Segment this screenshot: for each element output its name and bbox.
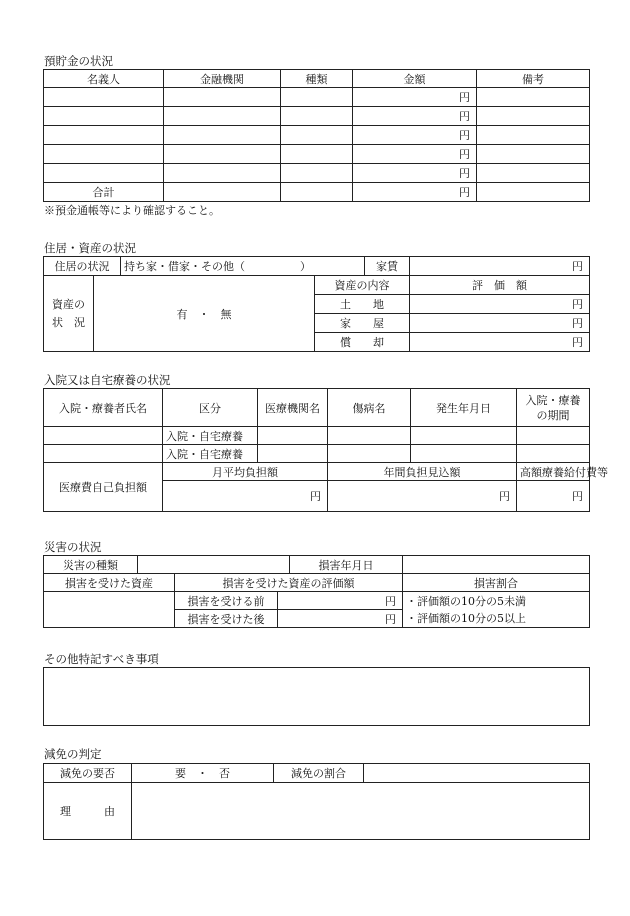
header-type: 種類 [281, 70, 353, 88]
remarks-cell[interactable] [477, 183, 590, 202]
table-row [44, 445, 590, 463]
reduction-need-choice[interactable]: 要 ・ 否 [132, 764, 274, 783]
assets-label: 資産の 状 況 [44, 276, 94, 352]
table-header-row [44, 70, 590, 88]
savings-note: ※預金通帳等により確認すること。 [44, 204, 220, 217]
table-header-row [44, 389, 590, 427]
category-cell[interactable]: 入院・自宅療養 [163, 427, 258, 445]
remarks-cell[interactable] [477, 107, 590, 126]
table-row [44, 126, 590, 145]
bank-cell[interactable] [164, 107, 281, 126]
asset-land-label: 土 地 [315, 295, 410, 314]
damage-date-cell[interactable] [403, 556, 590, 574]
holder-cell[interactable] [44, 107, 164, 126]
header-patient-name: 入院・療養者氏名 [44, 389, 163, 427]
amount-cell[interactable]: 円 [353, 126, 477, 145]
period-cell[interactable] [517, 427, 590, 445]
type-cell[interactable] [281, 145, 353, 164]
bank-cell[interactable] [164, 126, 281, 145]
holder-cell[interactable] [44, 88, 164, 107]
residence-status-label: 住居の状況 [44, 257, 121, 276]
header-period: 入院・療養 の期間 [517, 389, 590, 427]
damage-ratio-options[interactable] [403, 592, 590, 628]
asset-house-label: 家 屋 [315, 314, 410, 333]
high-cost-benefit-cell[interactable]: 円 [517, 481, 590, 512]
header-annual-burden: 年間負担見込額 [328, 463, 517, 481]
damaged-asset-header: 損害を受けた資産 [44, 574, 175, 592]
savings-title: 預貯金の状況 [44, 54, 113, 68]
before-damage-label: 損害を受ける前 [175, 592, 278, 610]
residence-table [43, 256, 590, 352]
assets-choice[interactable]: 有 ・ 無 [94, 276, 315, 352]
onset-date-cell[interactable] [411, 445, 517, 463]
header-remarks: 備考 [477, 70, 590, 88]
patient-name-cell[interactable] [44, 427, 163, 445]
reduction-ratio-cell[interactable] [364, 764, 590, 783]
ratio-option-under-half[interactable]: ・評価額の10分の5未満 [406, 594, 527, 608]
residence-status-options[interactable]: 持ち家・借家・その他（ ） [121, 257, 365, 276]
bank-cell[interactable] [164, 164, 281, 183]
asset-value-header: 評 価 額 [410, 276, 590, 295]
rent-amount-cell[interactable]: 円 [410, 257, 590, 276]
damage-before-row [44, 592, 590, 610]
judgement-reason-row [44, 783, 590, 840]
illness-cell[interactable] [328, 445, 411, 463]
header-illness: 傷病名 [328, 389, 411, 427]
period-cell[interactable] [517, 445, 590, 463]
asset-content-header: 資産の内容 [315, 276, 410, 295]
reason-cell[interactable] [132, 783, 590, 840]
remarks-cell[interactable] [477, 145, 590, 164]
ratio-option-half-or-more[interactable]: ・評価額の10分の5以上 [406, 611, 527, 625]
residence-status-row [44, 257, 590, 276]
other-notes-box[interactable] [43, 667, 590, 726]
asset-land-value[interactable]: 円 [410, 295, 590, 314]
annual-burden-cell[interactable]: 円 [328, 481, 517, 512]
header-institution: 医療機関名 [258, 389, 328, 427]
assets-header-row [44, 276, 590, 295]
header-amount: 金額 [353, 70, 477, 88]
after-damage-label: 損害を受けた後 [175, 610, 278, 628]
judgement-need-row [44, 764, 590, 783]
disaster-type-label: 災害の種類 [44, 556, 138, 574]
disaster-type-row [44, 556, 590, 574]
remarks-cell[interactable] [477, 164, 590, 183]
bank-cell[interactable] [164, 145, 281, 164]
header-holder: 名義人 [44, 70, 164, 88]
onset-date-cell[interactable] [411, 427, 517, 445]
reduction-need-label: 減免の要否 [44, 764, 132, 783]
damage-date-label: 損害年月日 [290, 556, 403, 574]
damage-ratio-header: 損害割合 [403, 574, 590, 592]
amount-cell[interactable]: 円 [353, 164, 477, 183]
holder-cell[interactable] [44, 145, 164, 164]
burden-header-row [44, 463, 590, 481]
table-row [44, 145, 590, 164]
header-category: 区分 [163, 389, 258, 427]
after-damage-value[interactable]: 円 [278, 610, 403, 628]
savings-table [43, 69, 590, 202]
holder-cell[interactable] [44, 126, 164, 145]
total-label: 合計 [44, 183, 164, 202]
disaster-title: 災害の状況 [44, 540, 102, 554]
amount-cell[interactable]: 円 [353, 145, 477, 164]
other-title: その他特記すべき事項 [44, 652, 159, 666]
total-row [44, 183, 590, 202]
disaster-type-cell[interactable] [138, 556, 290, 574]
residence-title: 住居・資産の状況 [44, 241, 136, 255]
damage-header-row [44, 574, 590, 592]
hospital-table [43, 388, 608, 512]
institution-cell[interactable] [258, 427, 328, 445]
disaster-table [43, 555, 590, 628]
header-onset-date: 発生年月日 [411, 389, 517, 427]
bank-cell[interactable] [164, 88, 281, 107]
burden-label: 医療費自己負担額 [44, 463, 163, 512]
table-row [44, 164, 590, 183]
table-row [44, 427, 590, 445]
type-cell[interactable] [281, 126, 353, 145]
asset-depreciation-label: 償 却 [315, 333, 410, 352]
type-cell[interactable] [281, 164, 353, 183]
asset-depreciation-value[interactable]: 円 [410, 333, 590, 352]
judgement-table [43, 763, 590, 840]
asset-house-value[interactable]: 円 [410, 314, 590, 333]
remarks-cell[interactable] [477, 126, 590, 145]
type-cell[interactable] [281, 88, 353, 107]
header-monthly-burden: 月平均負担額 [163, 463, 328, 481]
amount-cell[interactable]: 円 [353, 107, 477, 126]
patient-name-cell[interactable] [44, 445, 163, 463]
remarks-cell[interactable] [477, 88, 590, 107]
header-high-cost-benefit: 高額療養給付費等 [517, 463, 590, 481]
judgement-title: 減免の判定 [44, 747, 102, 761]
hospital-title: 入院又は自宅療養の状況 [44, 373, 171, 387]
reason-label: 理 由 [44, 783, 132, 840]
illness-cell[interactable] [328, 427, 411, 445]
damaged-asset-cell[interactable] [44, 592, 175, 628]
monthly-burden-cell[interactable]: 円 [163, 481, 328, 512]
reduction-ratio-label: 減免の割合 [274, 764, 364, 783]
holder-cell[interactable] [44, 164, 164, 183]
bank-cell[interactable] [164, 183, 281, 202]
total-amount-cell[interactable]: 円 [353, 183, 477, 202]
type-cell[interactable] [281, 183, 353, 202]
category-cell[interactable]: 入院・自宅療養 [163, 445, 258, 463]
table-row [44, 88, 590, 107]
before-damage-value[interactable]: 円 [278, 592, 403, 610]
type-cell[interactable] [281, 107, 353, 126]
asset-evaluation-header: 損害を受けた資産の評価額 [175, 574, 403, 592]
institution-cell[interactable] [258, 445, 328, 463]
table-row [44, 107, 590, 126]
header-bank: 金融機関 [164, 70, 281, 88]
rent-label: 家賃 [365, 257, 410, 276]
amount-cell[interactable]: 円 [353, 88, 477, 107]
